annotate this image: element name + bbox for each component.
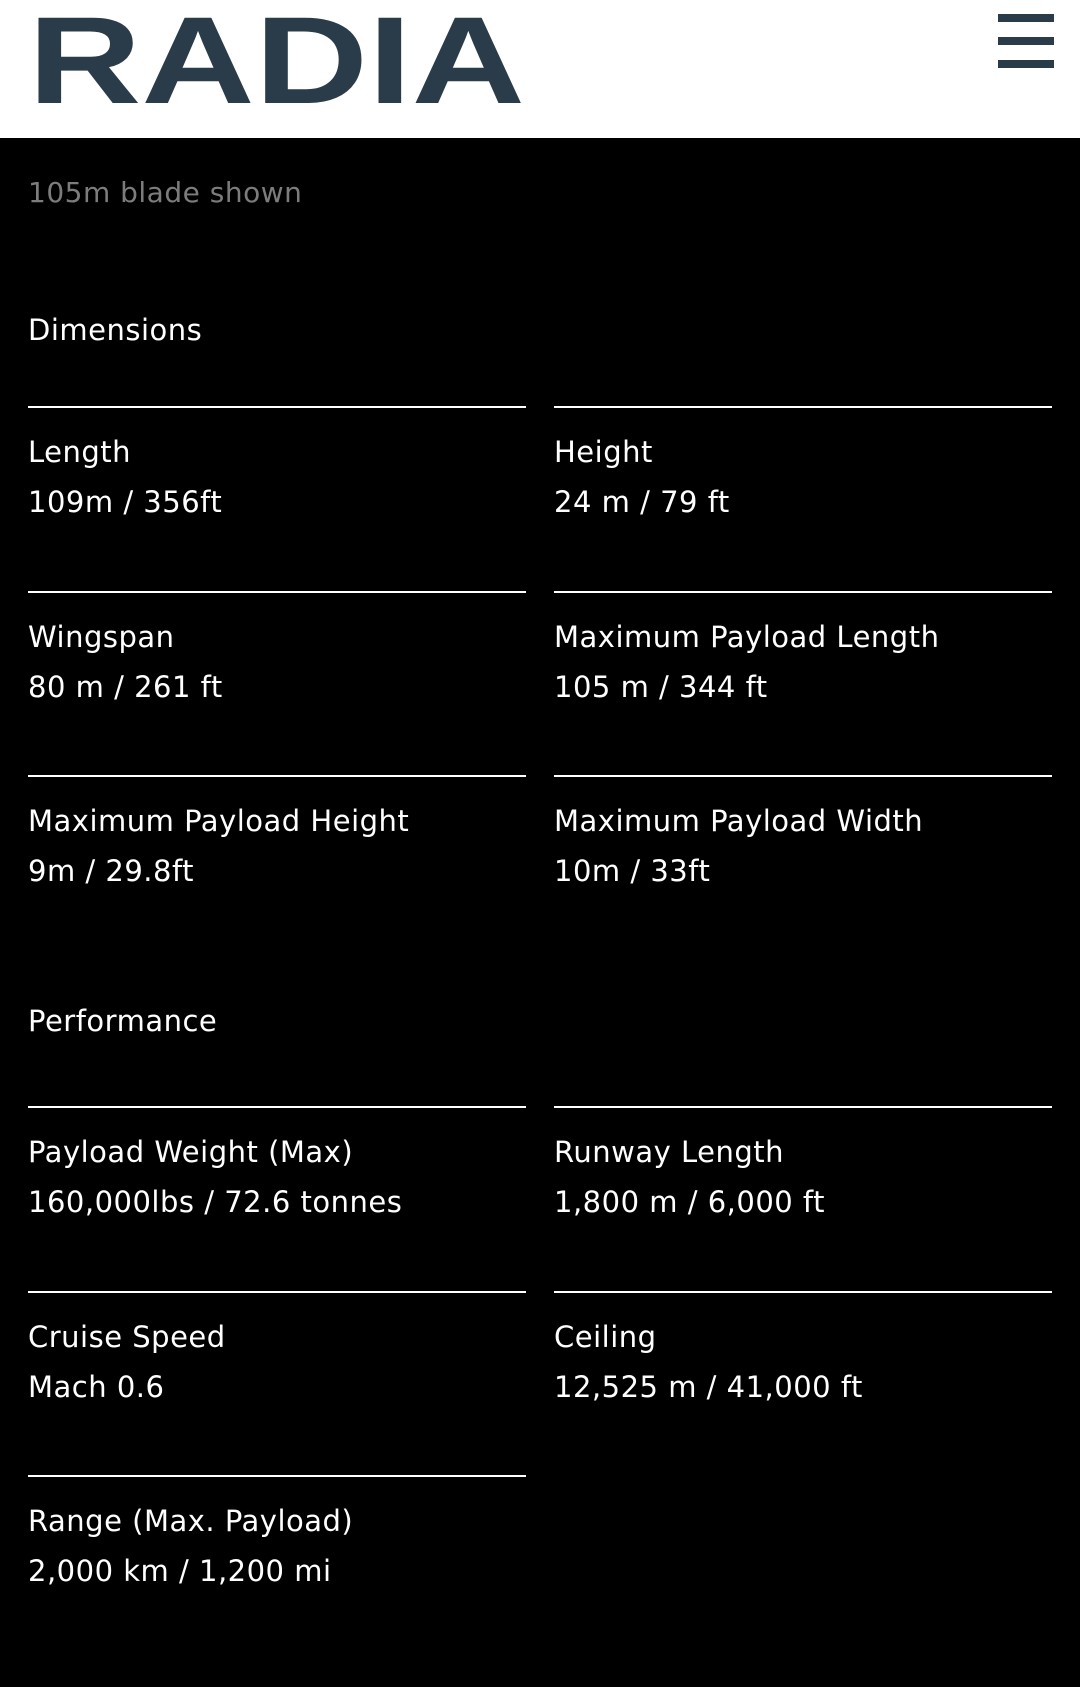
spec-value: 105 m / 344 ft <box>554 670 768 704</box>
spec-label: Wingspan <box>28 620 175 654</box>
menu-bar <box>998 14 1054 22</box>
spec-length <box>28 406 526 566</box>
spec-payload-weight <box>28 1106 526 1266</box>
spec-value: 2,000 km / 1,200 mi <box>28 1554 332 1588</box>
spec-range <box>28 1475 526 1635</box>
spec-value: 10m / 33ft <box>554 854 711 888</box>
spec-label: Payload Weight (Max) <box>28 1135 354 1169</box>
spec-value: 24 m / 79 ft <box>554 485 730 519</box>
spec-max-payload-height <box>28 775 526 935</box>
spec-value: 12,525 m / 41,000 ft <box>554 1370 863 1404</box>
spec-label: Ceiling <box>554 1320 657 1354</box>
spec-label: Height <box>554 435 653 469</box>
spec-label: Cruise Speed <box>28 1320 226 1354</box>
site-header <box>0 0 1080 138</box>
image-caption: 105m blade shown <box>28 176 303 209</box>
spec-label: Length <box>28 435 132 469</box>
performance-title: Performance <box>28 1004 218 1038</box>
menu-bar <box>998 37 1054 45</box>
spec-label: Maximum Payload Width <box>554 804 924 838</box>
spec-value: 1,800 m / 6,000 ft <box>554 1185 826 1219</box>
dimensions-title: Dimensions <box>28 313 203 347</box>
spec-label: Range (Max. Payload) <box>28 1504 354 1538</box>
spec-value: 160,000lbs / 72.6 tonnes <box>28 1185 403 1219</box>
spec-value: 9m / 29.8ft <box>28 854 195 888</box>
spec-ceiling <box>554 1291 1052 1451</box>
spec-max-payload-width <box>554 775 1052 935</box>
spec-value: Mach 0.6 <box>28 1370 165 1404</box>
menu-bar <box>998 60 1054 68</box>
spec-height <box>554 406 1052 566</box>
spec-value: 80 m / 261 ft <box>28 670 223 704</box>
spec-wingspan <box>28 591 526 751</box>
spec-label: Maximum Payload Length <box>554 620 940 654</box>
spec-label: Runway Length <box>554 1135 785 1169</box>
spec-runway-length <box>554 1106 1052 1266</box>
spec-cruise-speed <box>28 1291 526 1451</box>
hamburger-menu-icon[interactable] <box>998 14 1054 68</box>
spec-label: Maximum Payload Height <box>28 804 410 838</box>
spec-max-payload-length <box>554 591 1052 751</box>
logo-text: RADIA <box>28 12 525 104</box>
radia-logo[interactable] <box>28 12 525 104</box>
spec-value: 109m / 356ft <box>28 485 223 519</box>
specs-section <box>0 138 1080 1687</box>
